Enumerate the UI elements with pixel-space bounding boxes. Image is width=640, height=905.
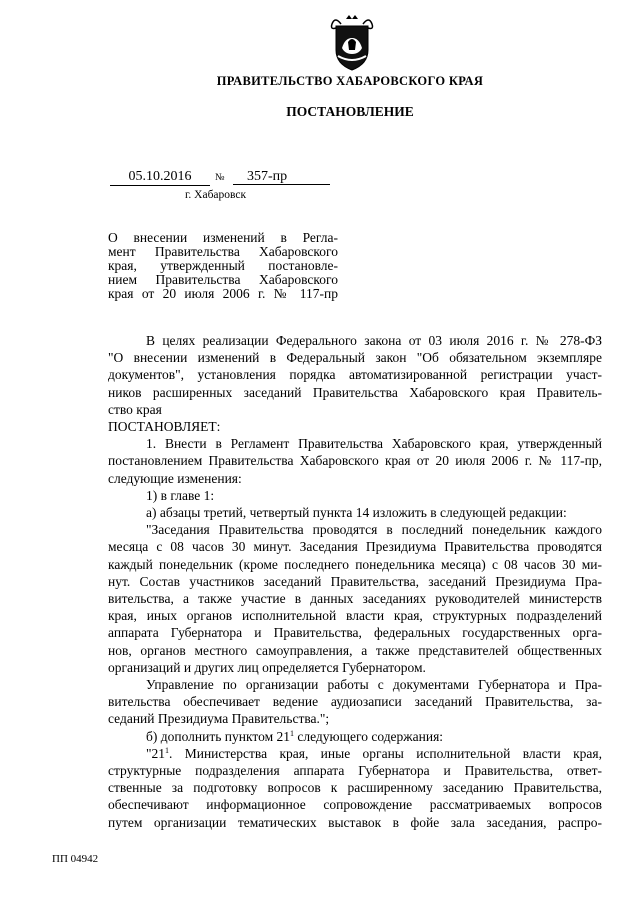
body-line: нов, органов местного самоуправления, а также представителей общественных — [108, 642, 602, 658]
body-line: месяца с 08 часов 30 минут. Заседания Президиума Правительства проводятся — [108, 539, 602, 555]
body-line: В целях реализации Федерального закона от 03 июля 2016 г. № 278-ФЗ — [146, 333, 602, 348]
number-sign: № — [215, 172, 225, 183]
body-line: а) абзацы третий, четвертый пункта 14 изложить в следующей редакции: — [146, 505, 567, 521]
document-body — [108, 332, 602, 831]
body-line: следующие изменения: — [108, 470, 242, 486]
body-line — [108, 745, 602, 762]
body-line: аппарата Губернатора и Правительства, федеральных государственных орга- — [108, 625, 602, 641]
body-line: ственные за подготовку вопросов к расширенному заседанию Правительства, — [108, 780, 602, 796]
body-line: обеспечивают информационное сопровождение рассматриваемых вопросов — [108, 797, 602, 813]
coat-of-arms-icon — [327, 14, 377, 72]
body-text: б) дополнить пунктом 21 — [146, 728, 290, 744]
body-line: структурные подразделения аппарата Губернатора и Правительства, ответ- — [108, 763, 602, 779]
body-line — [108, 728, 602, 745]
body-text: . Министерства края, иные органы исполнительной власти края, — [169, 745, 602, 761]
subject-line: О внесении изменений в Регла- — [108, 230, 338, 245]
superscript: 1 — [290, 728, 294, 738]
subject-line: края, утвержденный постановле- — [108, 258, 338, 273]
body-line: 1) в главе 1: — [146, 487, 215, 503]
subject-line: края от 20 июля 2006 г. № 117-пр — [108, 286, 338, 301]
body-line: вительства обеспечивает ведение аудиозаписи заседаний Правительства, за- — [108, 694, 602, 710]
resolves-heading: ПОСТАНОВЛЯЕТ: — [108, 419, 221, 435]
body-line: путем организации тематических выставок в фойе зала заседания, распро- — [108, 814, 602, 830]
body-line: 1. Внести в Регламент Правительства Хабаровского края, утвержденный — [146, 436, 602, 452]
body-line: "О внесении изменений в Федеральный закон "Об обязательном экземпляре — [108, 350, 602, 366]
city: г. Хабаровск — [185, 189, 247, 201]
body-line: постановлением Правительства Хабаровского края от 20 июля 2006 г. № 117-пр, — [108, 453, 602, 469]
superscript: 1 — [165, 745, 170, 755]
footer-code: ПП 04942 — [52, 853, 99, 865]
body-line: организаций и других лиц определяется Губернатором. — [108, 659, 426, 675]
body-text: следующего содержания: — [294, 728, 444, 744]
body-line: "Заседания Правительства проводятся в последний понедельник каждого — [146, 522, 602, 538]
body-text: "21 — [146, 745, 166, 761]
body-line: ство края — [108, 401, 162, 417]
document-date: 05.10.2016 — [110, 169, 210, 186]
body-line: нут. Состав участников заседаний Правительства, заседаний Президиума Пра- — [108, 573, 602, 589]
document-subject — [108, 231, 338, 301]
body-line: каждый понедельник (кроме последнего понедельника месяца) с 08 часов 30 ми- — [108, 556, 602, 572]
body-line: вительства, а также участие в данных заседаниях руководителей министерств — [108, 591, 602, 607]
body-line: ников расширенных заседаний Правительства Хабаровского края Правитель- — [108, 384, 602, 400]
body-line: Управление по организации работы с документами Губернатора и Пра- — [146, 677, 602, 693]
document-type: ПОСТАНОВЛЕНИЕ — [286, 104, 414, 119]
document-number: 357-пр — [233, 169, 330, 185]
body-line: документов", установления порядка автоматизированной регистрации участ- — [108, 367, 602, 383]
subject-line: мент Правительства Хабаровского — [108, 244, 338, 259]
government-name: ПРАВИТЕЛЬСТВО ХАБАРОВСКОГО КРАЯ — [216, 74, 484, 88]
subject-line: нием Правительства Хабаровского — [108, 272, 338, 287]
body-line: седаний Президиума Правительства."; — [108, 711, 330, 727]
body-line: края, иных органов исполнительной власти края, структурных подразделений — [108, 608, 602, 624]
